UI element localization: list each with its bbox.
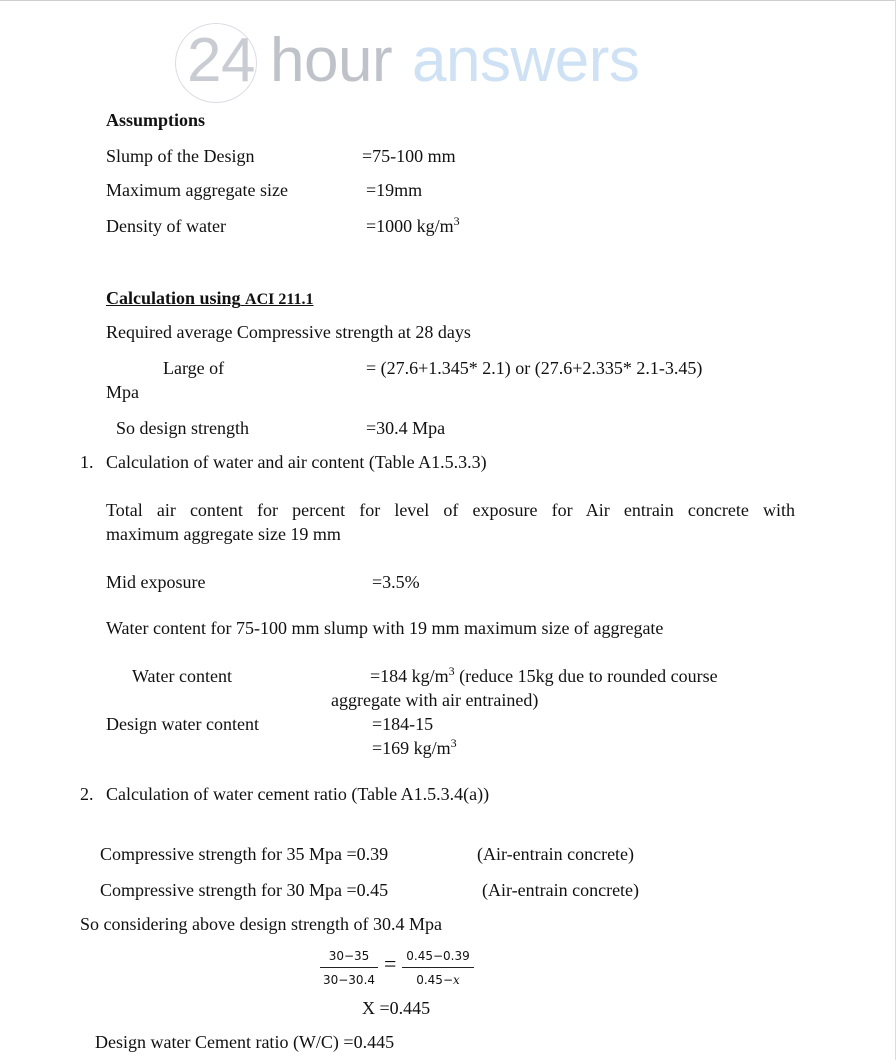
mid-exposure-value: =3.5% xyxy=(372,572,420,592)
assumption-label-aggregate: Maximum aggregate size xyxy=(106,180,288,200)
water-content-note: Water content for 75-100 mm slump with 19 mm maximum size of aggregate xyxy=(106,618,664,638)
required-strength-text: Required average Compressive strength at 28 days xyxy=(106,322,471,342)
watermark-hour: hour xyxy=(270,26,393,95)
assumption-value-aggregate: =19mm xyxy=(366,180,423,200)
mid-exposure-label: Mid exposure xyxy=(106,572,206,592)
step2-title: Calculation of water cement ratio (Table A1.5.3.4(a)) xyxy=(106,784,490,804)
mpa-unit: Mpa xyxy=(106,382,139,402)
step1-paragraph-line1: Total air content for percent for level of exposure for Air entrain concrete with xyxy=(106,500,795,520)
equation-right-numerator: 0.45−0.39 xyxy=(406,949,470,963)
equation-left-numerator: 30−35 xyxy=(328,949,370,963)
water-content-line2: aggregate with air entrained) xyxy=(331,690,539,710)
design-water-value1: =184-15 xyxy=(372,714,434,734)
strength-35-note: (Air-entrain concrete) xyxy=(477,844,635,864)
large-of-value: = (27.6+1.345* 2.1) or (27.6+2.335* 2.1-3.45) xyxy=(366,358,703,378)
watermark-number: 24 xyxy=(187,26,255,95)
strength-30-row: Compressive strength for 30 Mpa =0.45 xyxy=(100,880,389,900)
water-content-label: Water content xyxy=(132,666,233,686)
assumption-label-density: Density of water xyxy=(106,216,226,236)
assumption-value-slump: =75-100 mm xyxy=(362,146,456,166)
assumptions-heading: Assumptions xyxy=(106,110,206,130)
step1-number: 1. xyxy=(80,452,94,472)
equation-left-bar xyxy=(320,967,378,968)
step1-title: Calculation of water and air content (Table A1.5.3.3) xyxy=(106,452,487,472)
wc-ratio-result: Design water Cement ratio (W/C) =0.445 xyxy=(95,1032,395,1052)
step2-number: 2. xyxy=(80,784,94,804)
large-of-label: Large of xyxy=(163,358,225,378)
design-water-value2: =169 $kg/m^3$ xyxy=(372,736,457,758)
watermark-answers: answers xyxy=(412,26,640,95)
design-strength-value: =30.4 Mpa xyxy=(366,418,446,438)
assumption-label-slump: Slump of the Design xyxy=(106,146,255,166)
equation-right-bar xyxy=(402,967,474,968)
strength-30-note: (Air-entrain concrete) xyxy=(482,880,640,900)
design-water-label: Design water content xyxy=(106,714,259,734)
equation-right-denominator: 0.45−x xyxy=(416,973,460,987)
calc-heading: Calculation using ACI 211.1 xyxy=(106,288,314,308)
step1-paragraph-line2: maximum aggregate size 19 mm xyxy=(106,524,341,544)
strength-35-row: Compressive strength for 35 Mpa =0.39 xyxy=(100,844,389,864)
equation-left-denominator: 30−30.4 xyxy=(322,973,376,987)
equation-right-fraction xyxy=(402,950,474,986)
page-top-border xyxy=(0,0,895,1)
x-result: X =0.445 xyxy=(362,998,431,1018)
design-strength-label: So design strength xyxy=(116,418,249,438)
considering-text: So considering above design strength of 30.4 Mpa xyxy=(80,914,442,934)
water-content-value: =184 $kg/m^3$ (reduce 15kg due to rounded course xyxy=(370,664,718,686)
equation-left-fraction xyxy=(320,950,378,986)
equation-equals: = xyxy=(384,951,397,976)
assumption-value-density: =1000 $kg/m^3$ xyxy=(366,214,460,236)
